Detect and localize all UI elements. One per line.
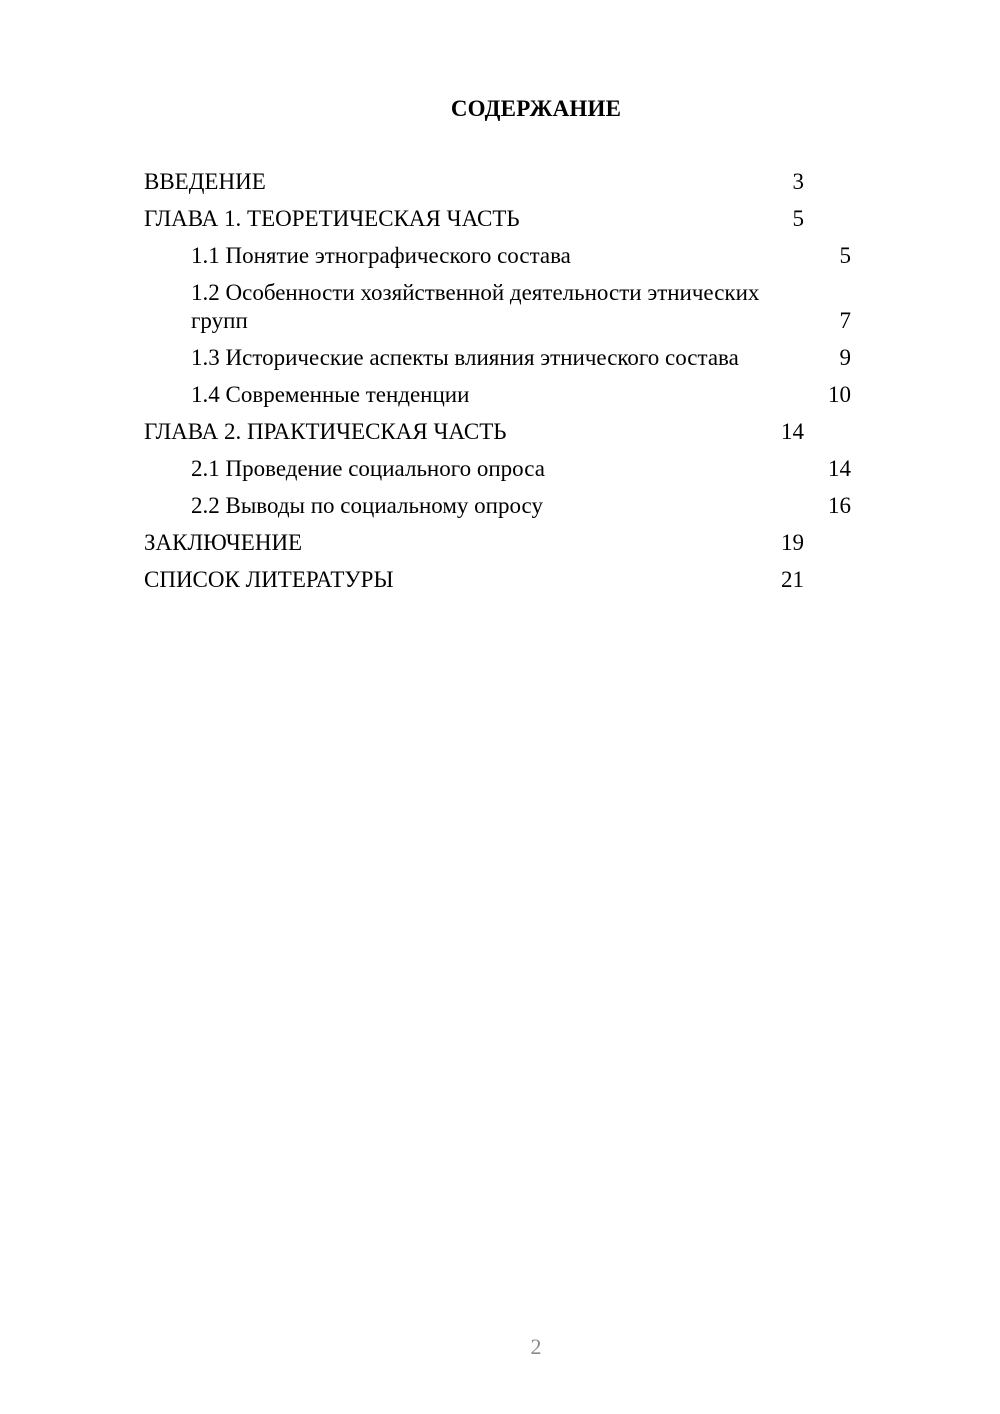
- page-title: СОДЕРЖАНИЕ: [450, 96, 622, 121]
- toc-entry-label: ГЛАВА 2. ПРАКТИЧЕСКАЯ ЧАСТЬ: [144, 419, 507, 444]
- toc-entry[interactable]: [144, 566, 919, 594]
- toc-entry-page: 7: [839, 308, 851, 333]
- toc-entry-page: 19: [781, 530, 804, 555]
- toc-entry[interactable]: [144, 168, 919, 196]
- page-number: 2: [530, 1334, 542, 1359]
- toc-entry-page: 9: [839, 345, 851, 370]
- toc-entry-page: 5: [839, 243, 851, 268]
- toc-entry[interactable]: [144, 205, 919, 233]
- toc-entry-label: ЗАКЛЮЧЕНИЕ: [144, 530, 303, 555]
- toc-entry[interactable]: [144, 529, 919, 557]
- toc-entry-label: 2.2 Выводы по социальному опросу: [191, 493, 543, 518]
- toc-entry[interactable]: [144, 381, 919, 409]
- toc-entry-page: 10: [828, 382, 851, 407]
- toc-entry-page: 16: [828, 493, 851, 518]
- toc-entry-page: 21: [781, 567, 804, 592]
- toc-entry-label: 1.2 Особенности хозяйственной деятельности этнических групп: [191, 280, 760, 333]
- toc-entry-page: 14: [828, 456, 851, 481]
- toc-entry[interactable]: [144, 279, 919, 335]
- table-of-contents: [144, 168, 919, 603]
- toc-entry-label: ГЛАВА 1. ТЕОРЕТИЧЕСКАЯ ЧАСТЬ: [144, 206, 520, 231]
- toc-entry-page: 14: [781, 419, 804, 444]
- toc-entry-page: 3: [792, 169, 804, 194]
- toc-entry[interactable]: [144, 344, 919, 372]
- toc-entry-page: 5: [792, 206, 804, 231]
- toc-entry[interactable]: [144, 418, 919, 446]
- toc-entry-label: ВВЕДЕНИЕ: [144, 169, 266, 194]
- toc-entry-label: 1.1 Понятие этнографического состава: [191, 243, 571, 268]
- toc-entry[interactable]: [144, 492, 919, 520]
- toc-entry[interactable]: [144, 242, 919, 270]
- toc-entry[interactable]: [144, 455, 919, 483]
- toc-entry-label: 1.4 Современные тенденции: [191, 382, 470, 407]
- toc-entry-label: 2.1 Проведение социального опроса: [191, 456, 545, 481]
- toc-entry-label: 1.3 Исторические аспекты влияния этнического состава: [191, 345, 739, 370]
- toc-entry-label: СПИСОК ЛИТЕРАТУРЫ: [144, 567, 394, 592]
